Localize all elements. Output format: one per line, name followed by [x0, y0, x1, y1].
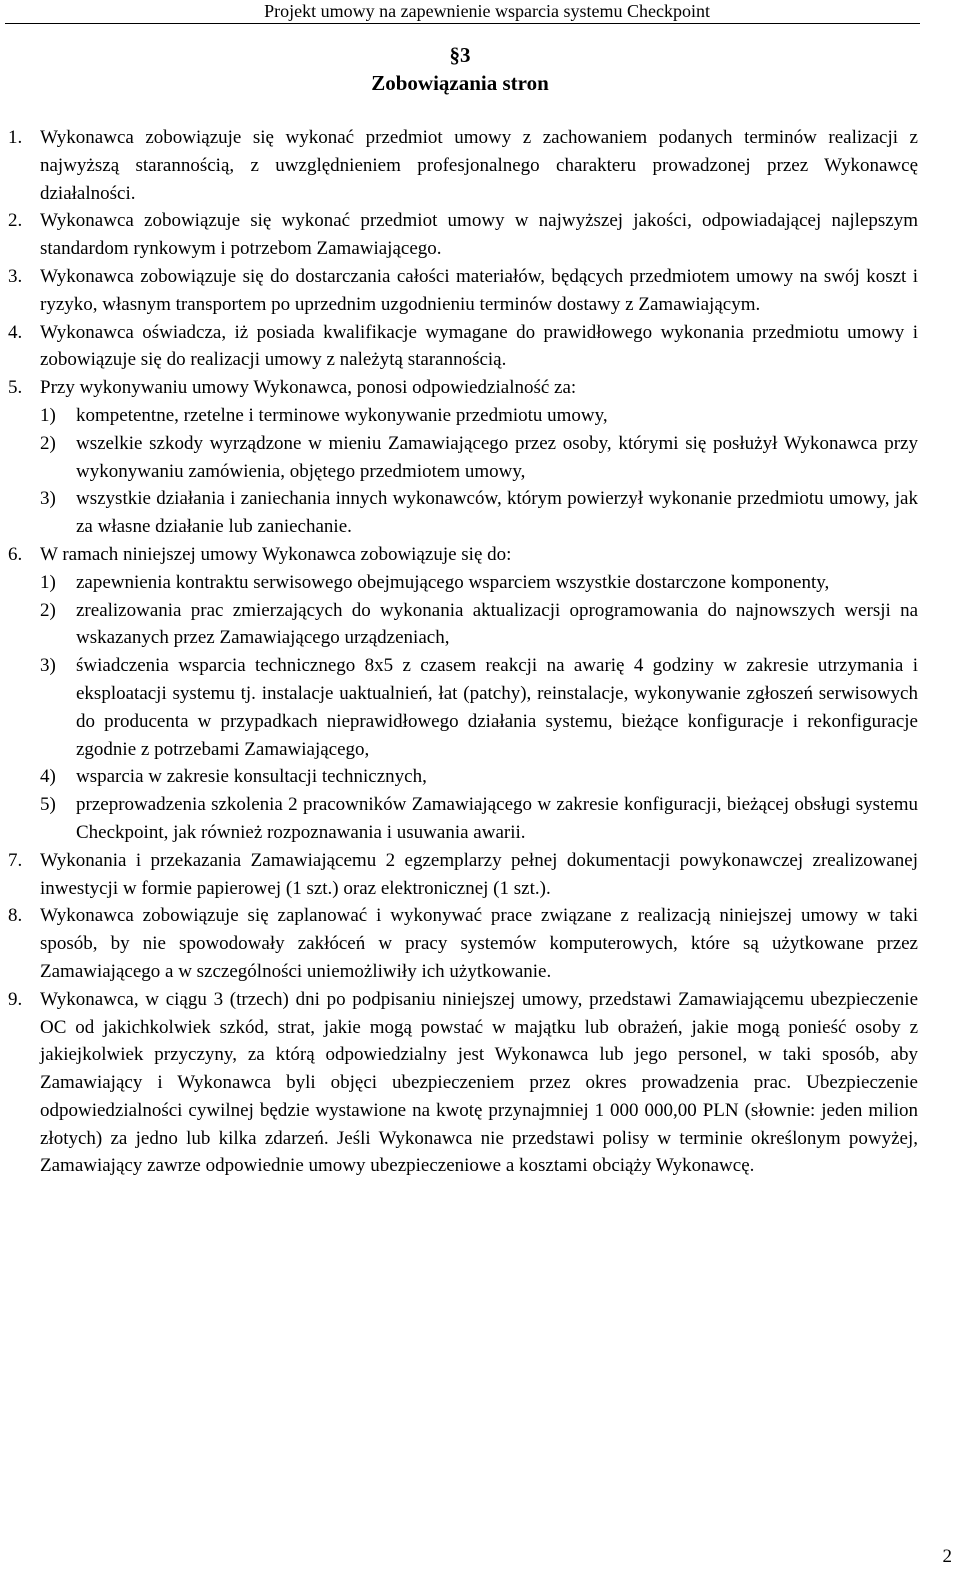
item-number: 9. — [8, 988, 23, 1010]
sub-item-number: 2) — [40, 432, 56, 454]
sub-item-number: 2) — [40, 599, 56, 621]
item-number: 8. — [8, 905, 23, 927]
item-text: Wykonawca, w ciągu 3 (trzech) dni po podpisaniu niniejszej umowy, przedstawi Zamawiającemu ubezpieczenie OC od jakichkolwiek szkód, strat, jakie mogą powstać w majątku lub obrażeń, jakie mogą ponieść osoby z jakiejkolwiek przyczyny, za którą odpowiedzialny jest Wykonawca lub jego personel, w taki sposób, aby Zamawiający i Wykonawca byli objęci ubezpieczeniem przez okres prowadzenia prac. Ubezpieczenie odpowiedzialności cywilnej będzie wystawione na kwotę przynajmniej 1 000 000,00 PLN (słownie: jeden milion złotych) za jedno lub kilka zdarzeń. Jeśli Wykonawca nie przedstawi polisy w terminie określonym powyżej, Zamawiający zawrze odpowiednie umowy ubezpieczeniowe a kosztami obciąży Wykonawcę. — [40, 988, 918, 1177]
running-header: Projekt umowy na zapewnienie wsparcia systemu Checkpoint — [264, 1, 710, 21]
item-number: 1. — [8, 127, 23, 148]
sub-item-text: zrealizowania prac zmierzających do wykonania aktualizacji oprogramowania do najnowszych wersji na wskazanych przez Zamawiającego urządzeniach, — [76, 599, 918, 649]
sub-item-text: wsparcia w zakresie konsultacji technicznych, — [76, 766, 427, 788]
item-text: Wykonawca zobowiązuje się zaplanować i wykonywać prace związane z realizacją niniejszej umowy w taki sposób, by nie spowodowały zakłóceń w pracy systemów komputerowych, które są użytkowane przez Zamawiającego a w szczególności uniemożliwiły ich użytkowanie. — [40, 905, 918, 982]
sub-item-number: 1) — [40, 404, 56, 426]
item-text: Wykonawca zobowiązuje się do dostarczania całości materiałów, będących przedmiotem umowy na swój koszt i ryzyko, własnym transportem po uprzednim uzgodnieniu terminów dostawy z Zamawiającym. — [40, 265, 918, 315]
item-number: 4. — [8, 321, 23, 343]
item-number: 7. — [8, 849, 23, 871]
sub-item-number: 3) — [40, 488, 56, 510]
item-text: Wykonania i przekazania Zamawiającemu 2 egzemplarzy pełnej dokumentacji powykonawczej zrealizowanej inwestycji w formie papierowej (1 szt.) oraz elektronicznej (1 szt.). — [40, 849, 918, 899]
sub-item-number: 3) — [40, 655, 56, 677]
list-item — [8, 986, 918, 1181]
section-number: §3 — [449, 43, 471, 67]
list-item — [8, 207, 918, 263]
header-divider — [5, 23, 920, 24]
item-number: 5. — [8, 377, 23, 399]
sub-item-number: 1) — [40, 571, 56, 593]
item-number: 6. — [8, 543, 23, 565]
sub-item-text: świadczenia wsparcia technicznego 8x5 z czasem reakcji na awarię 4 godziny w zakresie utrzymania i eksploatacji systemu tj. instalacje uaktualnień, łat (patchy), reinstalacje, wykonywanie zgłoszeń serwisowych do producenta w przypadkach nieprawidłowego działania systemu, bieżące konfiguracje i rekonfiguracje zgodnie z potrzebami Zamawiającego, — [76, 655, 918, 760]
sub-item-number: 4) — [40, 766, 56, 788]
item-text: Wykonawca oświadcza, iż posiada kwalifikacje wymagane do prawidłowego wykonania przedmiotu umowy i zobowiązuje się do realizacji umowy z należytą starannością. — [40, 321, 918, 371]
sub-list-item — [40, 569, 918, 597]
sub-item-text: zapewnienia kontraktu serwisowego obejmującego wsparciem wszystkie dostarczone komponenty, — [76, 571, 830, 593]
list-item — [8, 541, 918, 847]
sub-list-item — [40, 485, 918, 541]
sub-item-text: kompetentne, rzetelne i terminowe wykonywanie przedmiotu umowy, — [76, 404, 608, 426]
list-item — [8, 847, 918, 903]
sub-item-text: przeprowadzenia szkolenia 2 pracowników Zamawiającego w zakresie konfiguracji, bieżącej obsługi systemu Checkpoint, jak również rozpoznawania i usuwania awarii. — [76, 794, 918, 843]
list-item — [8, 319, 918, 375]
item-text: W ramach niniejszej umowy Wykonawca zobowiązuje się do: — [40, 543, 512, 565]
item-number: 3. — [8, 265, 23, 287]
list-item — [8, 124, 918, 207]
sub-list-item — [40, 402, 918, 430]
sub-list-item — [40, 430, 918, 486]
sub-item-number: 5) — [40, 794, 56, 816]
sub-list-item — [40, 597, 918, 653]
section-title: Zobowiązania stron — [371, 71, 549, 95]
sub-item-text: wszystkie działania i zaniechania innych wykonawców, którym powierzył wykonanie przedmiotu umowy, jak za własne działanie lub zaniechanie. — [76, 488, 918, 538]
sub-list-item — [40, 791, 918, 847]
item-number: 2. — [8, 210, 23, 232]
sub-list-item — [40, 763, 918, 791]
list-item — [8, 374, 918, 541]
list-item — [8, 902, 918, 985]
sub-item-text: wszelkie szkody wyrządzone w mieniu Zamawiającego przez osoby, którymi się posłużył Wykonawca przy wykonywaniu zamówienia, objętego przedmiotem umowy, — [76, 432, 918, 482]
page-number: 2 — [942, 1546, 952, 1567]
list-item — [8, 263, 918, 319]
item-text: Przy wykonywaniu umowy Wykonawca, ponosi odpowiedzialność za: — [40, 377, 577, 399]
item-text: Wykonawca zobowiązuje się wykonać przedmiot umowy z zachowaniem podanych terminów realizacji z najwyższą starannością, z uwzględnieniem profesjonalnego charakteru prowadzonej przez Wykonawcę działalności. — [40, 127, 918, 204]
document-body — [8, 124, 918, 1180]
item-text: Wykonawca zobowiązuje się wykonać przedmiot umowy w najwyższej jakości, odpowiadającej najlepszym standardom rynkowym i potrzebom Zamawiającego. — [40, 210, 918, 260]
sub-list-item — [40, 652, 918, 763]
